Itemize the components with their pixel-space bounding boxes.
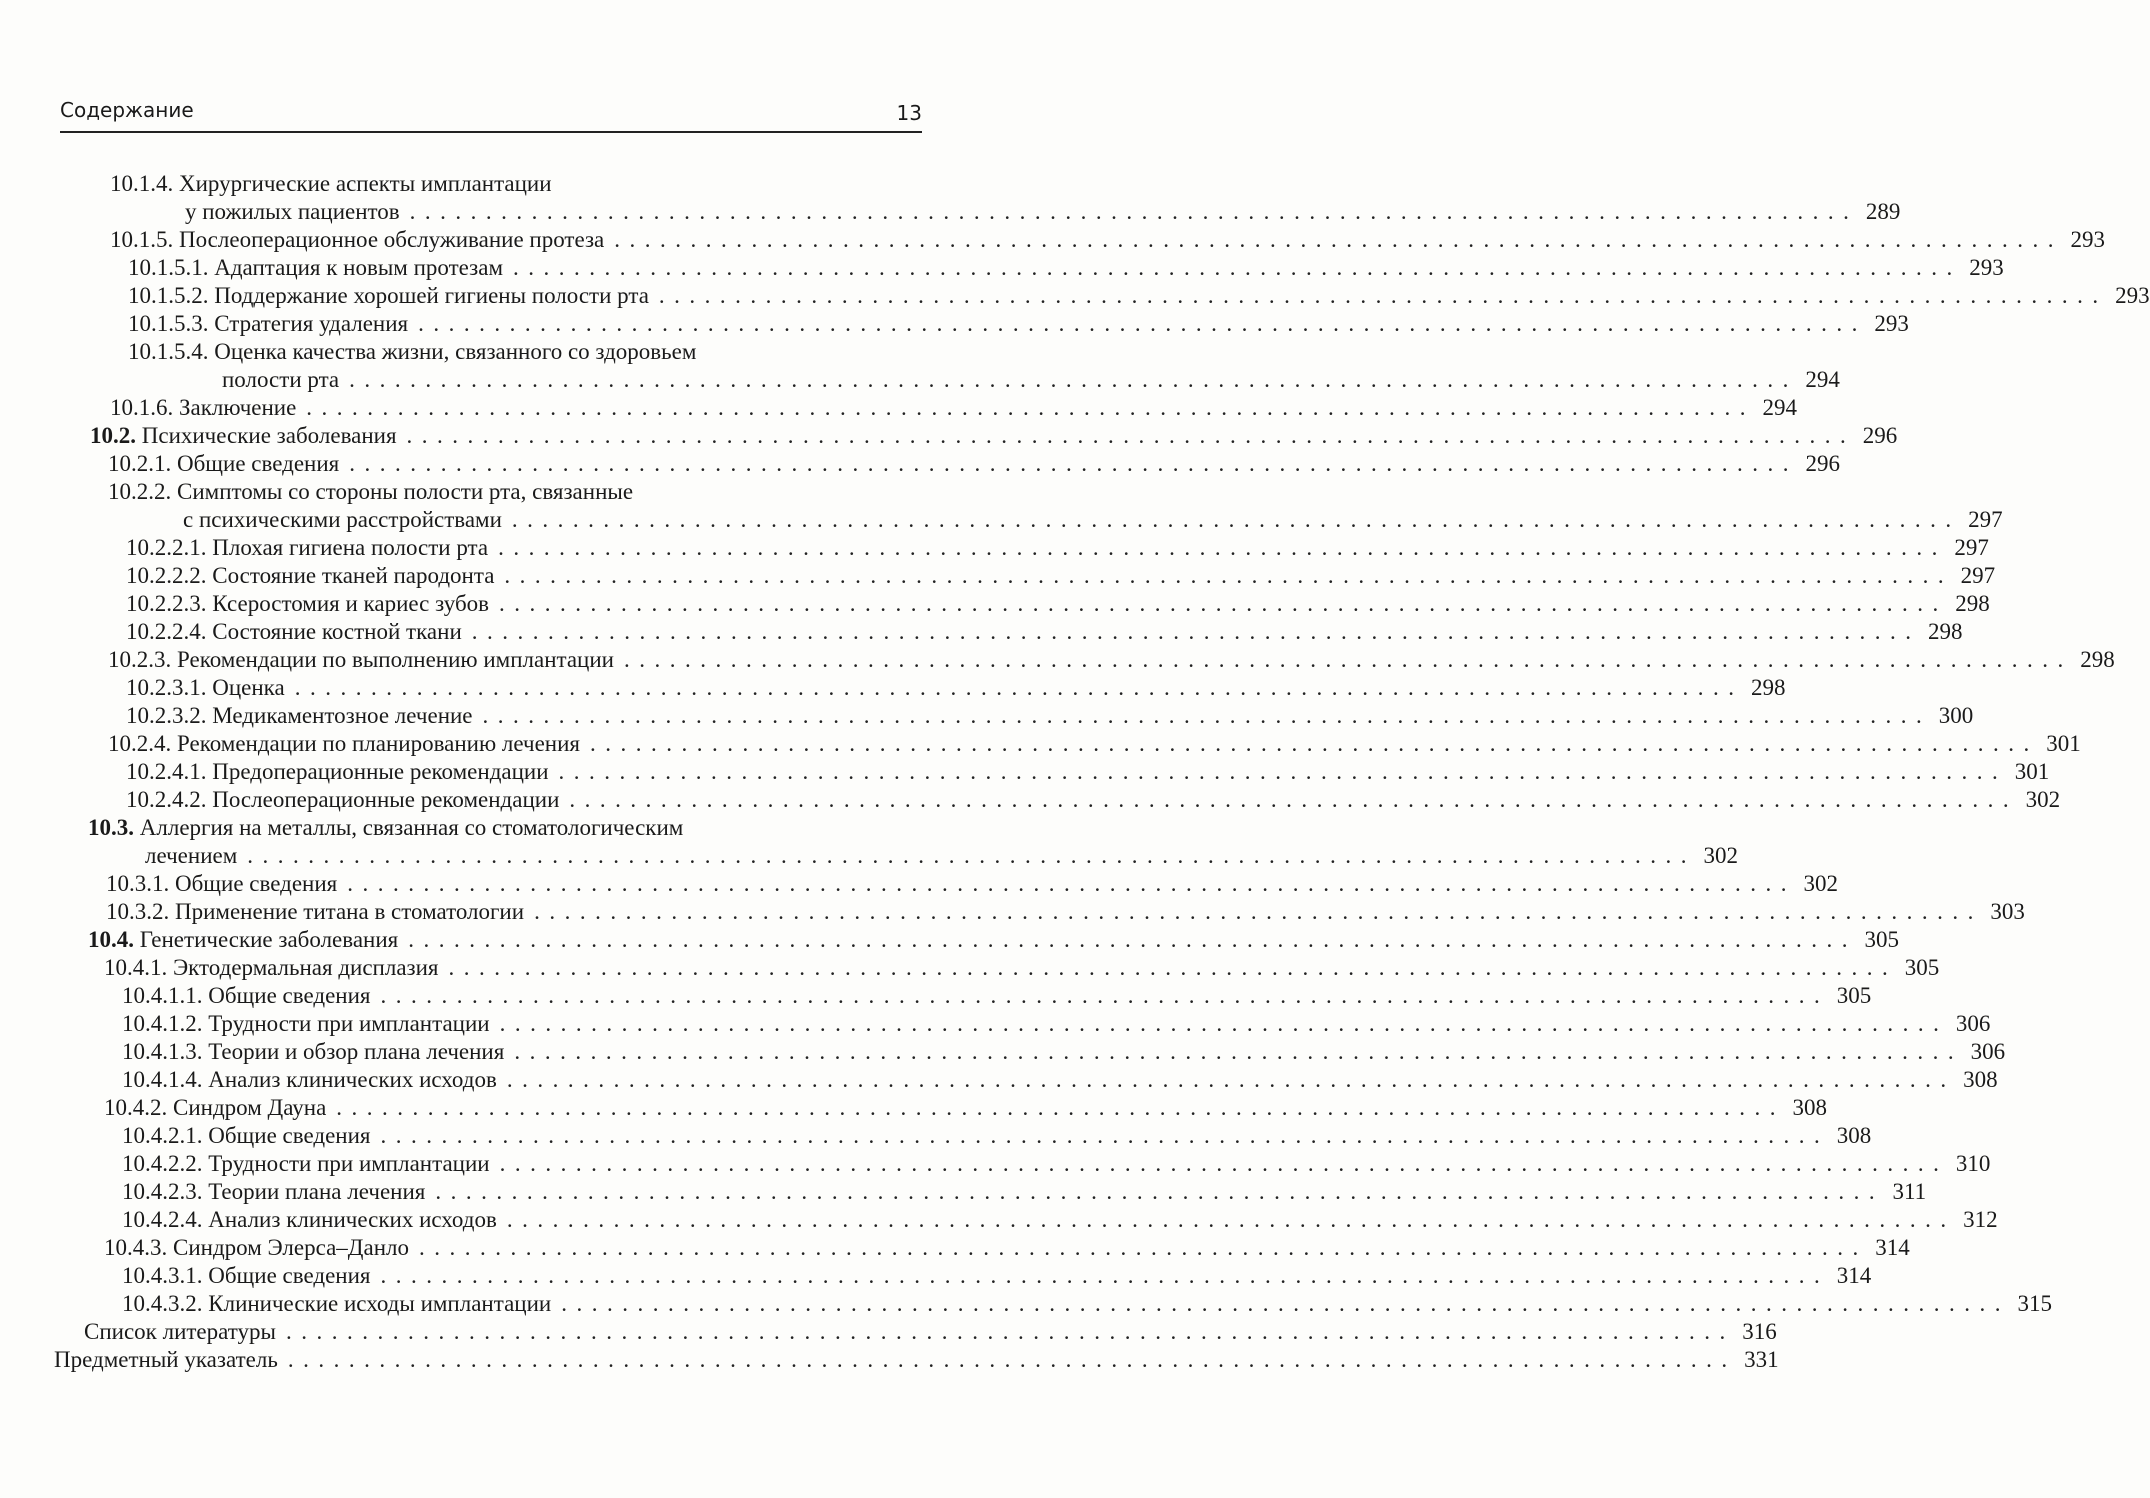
toc-entry[interactable] [108, 478, 922, 506]
entry-title: Состояние тканей пародонта [212, 563, 495, 588]
entry-title: Поддержание хорошей гигиены полости рта [214, 283, 649, 308]
entry-page: 297 [1954, 535, 1989, 560]
toc-entry[interactable] [128, 310, 1909, 338]
leader-dots: ............................................................................................... [506, 1067, 1956, 1092]
leader-dots: ............................................................................................... [511, 507, 1961, 532]
leader-dots: ............................................................................................... [408, 927, 1857, 952]
leader-dots: ............................................................................................... [380, 983, 1830, 1008]
entry-page: 310 [1955, 1151, 1991, 1176]
entry-title: Синдром Элерса–Данло [173, 1235, 409, 1260]
toc-entry[interactable] [104, 1234, 1910, 1262]
entry-title: Оценка качества жизни, связанного со здоровьем [214, 339, 697, 364]
toc-entry[interactable] [126, 562, 1996, 590]
entry-title: Оценка [212, 675, 285, 700]
toc-entry[interactable] [126, 618, 1963, 646]
entry-title: Общие сведения [208, 1123, 371, 1148]
entry-number: 10.4.1.3. [122, 1039, 203, 1064]
entry-page: 305 [1904, 955, 1940, 980]
entry-title: Применение титана в стоматологии [175, 899, 525, 924]
leader-dots: ............................................................................................... [498, 535, 1947, 560]
entry-page: 316 [1742, 1319, 1777, 1344]
toc-entry[interactable] [122, 1206, 1998, 1234]
leader-dots: ............................................................................................... [349, 451, 1798, 476]
entry-page: 312 [1963, 1207, 1998, 1232]
entry-number: 10.4.2. [104, 1095, 168, 1120]
entry-number: 10.2.2.3. [126, 591, 207, 616]
entry-number: 10.4.3. [104, 1235, 168, 1260]
entry-page: 302 [1803, 871, 1838, 896]
entry-title: Медикаментозное лечение [212, 703, 473, 728]
entry-title: Анализ клинических исходов [208, 1067, 497, 1092]
entry-title: Рекомендации по выполнению имплантации [177, 647, 614, 672]
entry-title: Плохая гигиена полости рта [212, 535, 489, 560]
leader-dots: ............................................................................................... [406, 423, 1856, 448]
leader-dots: ............................................................................................... [658, 283, 2108, 308]
toc-entry[interactable] [122, 1066, 1998, 1094]
leader-dots: ............................................................................................... [623, 647, 2073, 672]
leader-dots: ............................................................................................... [514, 1039, 1964, 1064]
entry-title: Предоперационные рекомендации [212, 759, 549, 784]
toc-entry[interactable] [104, 1094, 1828, 1122]
entry-page: 301 [2046, 731, 2081, 756]
entry-page: 308 [1836, 1123, 1872, 1148]
entry-page: 302 [1703, 843, 1739, 868]
entry-title: Синдром Дауна [173, 1095, 327, 1120]
entry-number: 10.4.3.2. [122, 1291, 203, 1316]
toc-entry[interactable] [106, 898, 2025, 926]
toc-entry[interactable] [126, 674, 1786, 702]
leader-dots: ............................................................................................... [306, 395, 1756, 420]
entry-number: 10.1.4. [110, 171, 174, 196]
entry-number: 10.4.1.2. [122, 1011, 203, 1036]
toc-entry[interactable] [110, 226, 2105, 254]
entry-number: 10.4.1. [104, 955, 168, 980]
entry-title: Предметный указатель [54, 1347, 278, 1372]
toc-entry[interactable] [122, 1122, 1872, 1150]
leader-dots: ............................................................................................... [590, 731, 2039, 756]
entry-title: Ксеростомия и кариес зубов [212, 591, 490, 616]
entry-page: 314 [1875, 1235, 1910, 1260]
entry-page: 300 [1938, 703, 1974, 728]
leader-dots: ............................................................................................... [418, 311, 1867, 336]
leader-dots: ............................................................................................... [614, 227, 2063, 252]
leader-dots: ............................................................................................... [506, 1207, 1956, 1232]
toc-entry[interactable] [128, 282, 2150, 310]
leader-dots: ............................................................................................... [287, 1347, 1737, 1372]
entry-number: 10.4.2.3. [122, 1179, 203, 1204]
entry-page: 315 [2017, 1291, 2052, 1316]
entry-page: 308 [1963, 1067, 1998, 1092]
toc-entry[interactable] [128, 254, 2004, 282]
leader-dots: ............................................................................................... [380, 1123, 1830, 1148]
entry-title: Общие сведения [208, 983, 371, 1008]
header-page-number: 13 [896, 101, 922, 125]
leader-dots: ............................................................................................... [285, 1319, 1735, 1344]
toc-entry[interactable] [145, 842, 1739, 870]
leader-dots: ............................................................................................... [336, 1095, 1786, 1120]
toc-entry[interactable] [54, 1346, 1779, 1374]
entry-title: Эктодермальная дисплазия [173, 955, 439, 980]
leader-dots: ............................................................................................... [499, 1011, 1949, 1036]
entry-number: 10.2.3.2. [126, 703, 207, 728]
toc-entry[interactable] [126, 534, 1989, 562]
toc-entry[interactable] [110, 170, 922, 198]
toc-entry[interactable] [122, 1010, 1991, 1038]
leader-dots: ............................................................................................... [499, 591, 1948, 616]
toc-entry[interactable] [108, 450, 1840, 478]
toc-entry[interactable] [126, 786, 2061, 814]
entry-title: Психические заболевания [141, 423, 397, 448]
toc-entry[interactable] [104, 954, 1940, 982]
leader-dots: ............................................................................................... [482, 703, 1932, 728]
toc-entry[interactable] [122, 1150, 1991, 1178]
entry-number: 10.4.3.1. [122, 1263, 203, 1288]
toc-entry[interactable] [126, 758, 2050, 786]
leader-dots: ............................................................................................... [418, 1235, 1868, 1260]
entry-page: 293 [2070, 227, 2105, 252]
entry-page: 314 [1836, 1263, 1872, 1288]
entry-page: 293 [1969, 255, 2004, 280]
leader-dots: ............................................................................................... [409, 199, 1859, 224]
leader-dots: ............................................................................................... [349, 367, 1798, 392]
leader-dots: ............................................................................................... [504, 563, 1954, 588]
entry-number: 10.4.2.1. [122, 1123, 203, 1148]
entry-title: Аллергия на металлы, связанная со стоматологическим [139, 815, 684, 840]
entry-page: 301 [2014, 759, 2050, 784]
entry-number: 10.1.5.1. [128, 255, 209, 280]
entry-page: 298 [1955, 591, 1990, 616]
toc-entry[interactable] [126, 702, 1974, 730]
entry-page: 305 [1864, 927, 1899, 952]
header-section-title: Содержание [60, 98, 194, 122]
entry-title: Общие сведения [208, 1263, 371, 1288]
entry-number: 10.1.5.2. [128, 283, 209, 308]
entry-page: 297 [1960, 563, 1996, 588]
entry-number: 10.1.5.3. [128, 311, 209, 336]
toc-entry[interactable] [122, 982, 1872, 1010]
entry-page: 308 [1792, 1095, 1828, 1120]
toc-entry[interactable] [122, 1262, 1872, 1290]
toc-entry[interactable] [90, 422, 1898, 450]
entry-title: Адаптация к новым протезам [214, 255, 504, 280]
entry-title: Симптомы со стороны полости рта, связанные [177, 479, 634, 504]
leader-dots: ............................................................................................... [471, 619, 1921, 644]
leader-dots: ............................................................................................... [247, 843, 1697, 868]
leader-dots: ............................................................................................... [561, 1291, 2010, 1316]
toc-entry[interactable] [122, 1178, 1927, 1206]
entry-number: 10.1.6. [110, 395, 174, 420]
leader-dots: ............................................................................................... [435, 1179, 1885, 1204]
entry-title: полости рта [222, 367, 340, 392]
entry-title: Генетические заболевания [139, 927, 399, 952]
entry-number: 10.1.5.4. [128, 339, 209, 364]
entry-title: Анализ клинических исходов [208, 1207, 497, 1232]
entry-number: 10.3.1. [106, 871, 170, 896]
leader-dots: ............................................................................................... [513, 255, 1962, 280]
leader-dots: ............................................................................................... [380, 1263, 1830, 1288]
entry-number: 10.2.4. [108, 731, 172, 756]
entry-page: 297 [1968, 507, 2003, 532]
entry-page: 294 [1805, 367, 1840, 392]
entry-title: Теории плана лечения [208, 1179, 426, 1204]
entry-page: 298 [1750, 675, 1786, 700]
entry-number: 10.2.4.1. [126, 759, 207, 784]
toc-entry[interactable] [108, 646, 2115, 674]
entry-number: 10.4. [88, 927, 134, 952]
leader-dots: ............................................................................................... [534, 899, 1983, 924]
toc-entry[interactable] [122, 1290, 2052, 1318]
entry-page: 303 [1990, 899, 2025, 924]
entry-title: Послеоперационные рекомендации [212, 787, 560, 812]
entry-title: Трудности при имплантации [208, 1011, 490, 1036]
entry-number: 10.4.1.1. [122, 983, 203, 1008]
toc-entry[interactable] [122, 1038, 2006, 1066]
entry-number: 10.3. [88, 815, 134, 840]
entry-page: 306 [1970, 1039, 2006, 1064]
leader-dots: ............................................................................................... [499, 1151, 1949, 1176]
toc-entry[interactable] [222, 366, 1840, 394]
entry-page: 296 [1805, 451, 1840, 476]
leader-dots: ............................................................................................... [558, 759, 2008, 784]
leader-dots: ............................................................................................... [294, 675, 1744, 700]
entry-number: 10.1.5. [110, 227, 174, 252]
entry-title: Клинические исходы имплантации [208, 1291, 552, 1316]
entry-number: 10.4.1.4. [122, 1067, 203, 1092]
entry-title: Хирургические аспекты имплантации [179, 171, 552, 196]
entry-page: 306 [1955, 1011, 1991, 1036]
entry-title: Список литературы [84, 1319, 276, 1344]
entry-title: с психическими расстройствами [183, 507, 502, 532]
entry-page: 294 [1762, 395, 1798, 420]
toc-entry[interactable] [84, 1318, 1777, 1346]
entry-number: 10.4.2.2. [122, 1151, 203, 1176]
entry-number: 10.2.2. [108, 479, 172, 504]
entry-number: 10.2.2.1. [126, 535, 207, 560]
leader-dots: ............................................................................................... [448, 955, 1898, 980]
entry-title: лечением [145, 843, 238, 868]
entry-title: Состояние костной ткани [212, 619, 462, 644]
entry-title: Заключение [179, 395, 297, 420]
entry-page: 298 [1928, 619, 1963, 644]
entry-page: 311 [1892, 1179, 1927, 1204]
leader-dots: ............................................................................................... [569, 787, 2019, 812]
entry-page: 293 [1874, 311, 1909, 336]
toc-entry[interactable] [108, 730, 2081, 758]
entry-title: Стратегия удаления [214, 311, 409, 336]
entry-title: Общие сведения [177, 451, 340, 476]
entry-number: 10.4.2.4. [122, 1207, 203, 1232]
entry-number: 10.2.3. [108, 647, 172, 672]
leader-dots: ............................................................................................... [347, 871, 1796, 896]
entry-title: Теории и обзор плана лечения [208, 1039, 505, 1064]
toc-entry[interactable] [88, 926, 1899, 954]
entry-number: 10.2.4.2. [126, 787, 207, 812]
entry-title: Послеоперационное обслуживание протеза [179, 227, 605, 252]
entry-title: Рекомендации по планированию лечения [177, 731, 580, 756]
entry-number: 10.2.2.2. [126, 563, 207, 588]
entry-title: Общие сведения [175, 871, 338, 896]
entry-page: 289 [1865, 199, 1901, 224]
entry-number: 10.2.2.4. [126, 619, 207, 644]
entry-page: 302 [2025, 787, 2061, 812]
entry-number: 10.3.2. [106, 899, 170, 924]
entry-page: 293 [2115, 283, 2150, 308]
entry-page: 331 [1744, 1347, 1779, 1372]
toc-entry[interactable] [185, 198, 1901, 226]
entry-page: 296 [1862, 423, 1898, 448]
toc-entry[interactable] [128, 338, 922, 366]
toc-entry[interactable] [88, 814, 922, 842]
entry-page: 305 [1836, 983, 1872, 1008]
entry-title: Трудности при имплантации [208, 1151, 490, 1176]
toc-entry[interactable] [110, 394, 1798, 422]
toc-entry[interactable] [106, 870, 1838, 898]
toc-entry[interactable] [183, 506, 2003, 534]
toc-entry[interactable] [126, 590, 1990, 618]
entry-number: 10.2.3.1. [126, 675, 207, 700]
entry-page: 298 [2080, 647, 2115, 672]
entry-number: 10.2. [90, 423, 136, 448]
entry-title: у пожилых пациентов [185, 199, 400, 224]
entry-number: 10.2.1. [108, 451, 172, 476]
